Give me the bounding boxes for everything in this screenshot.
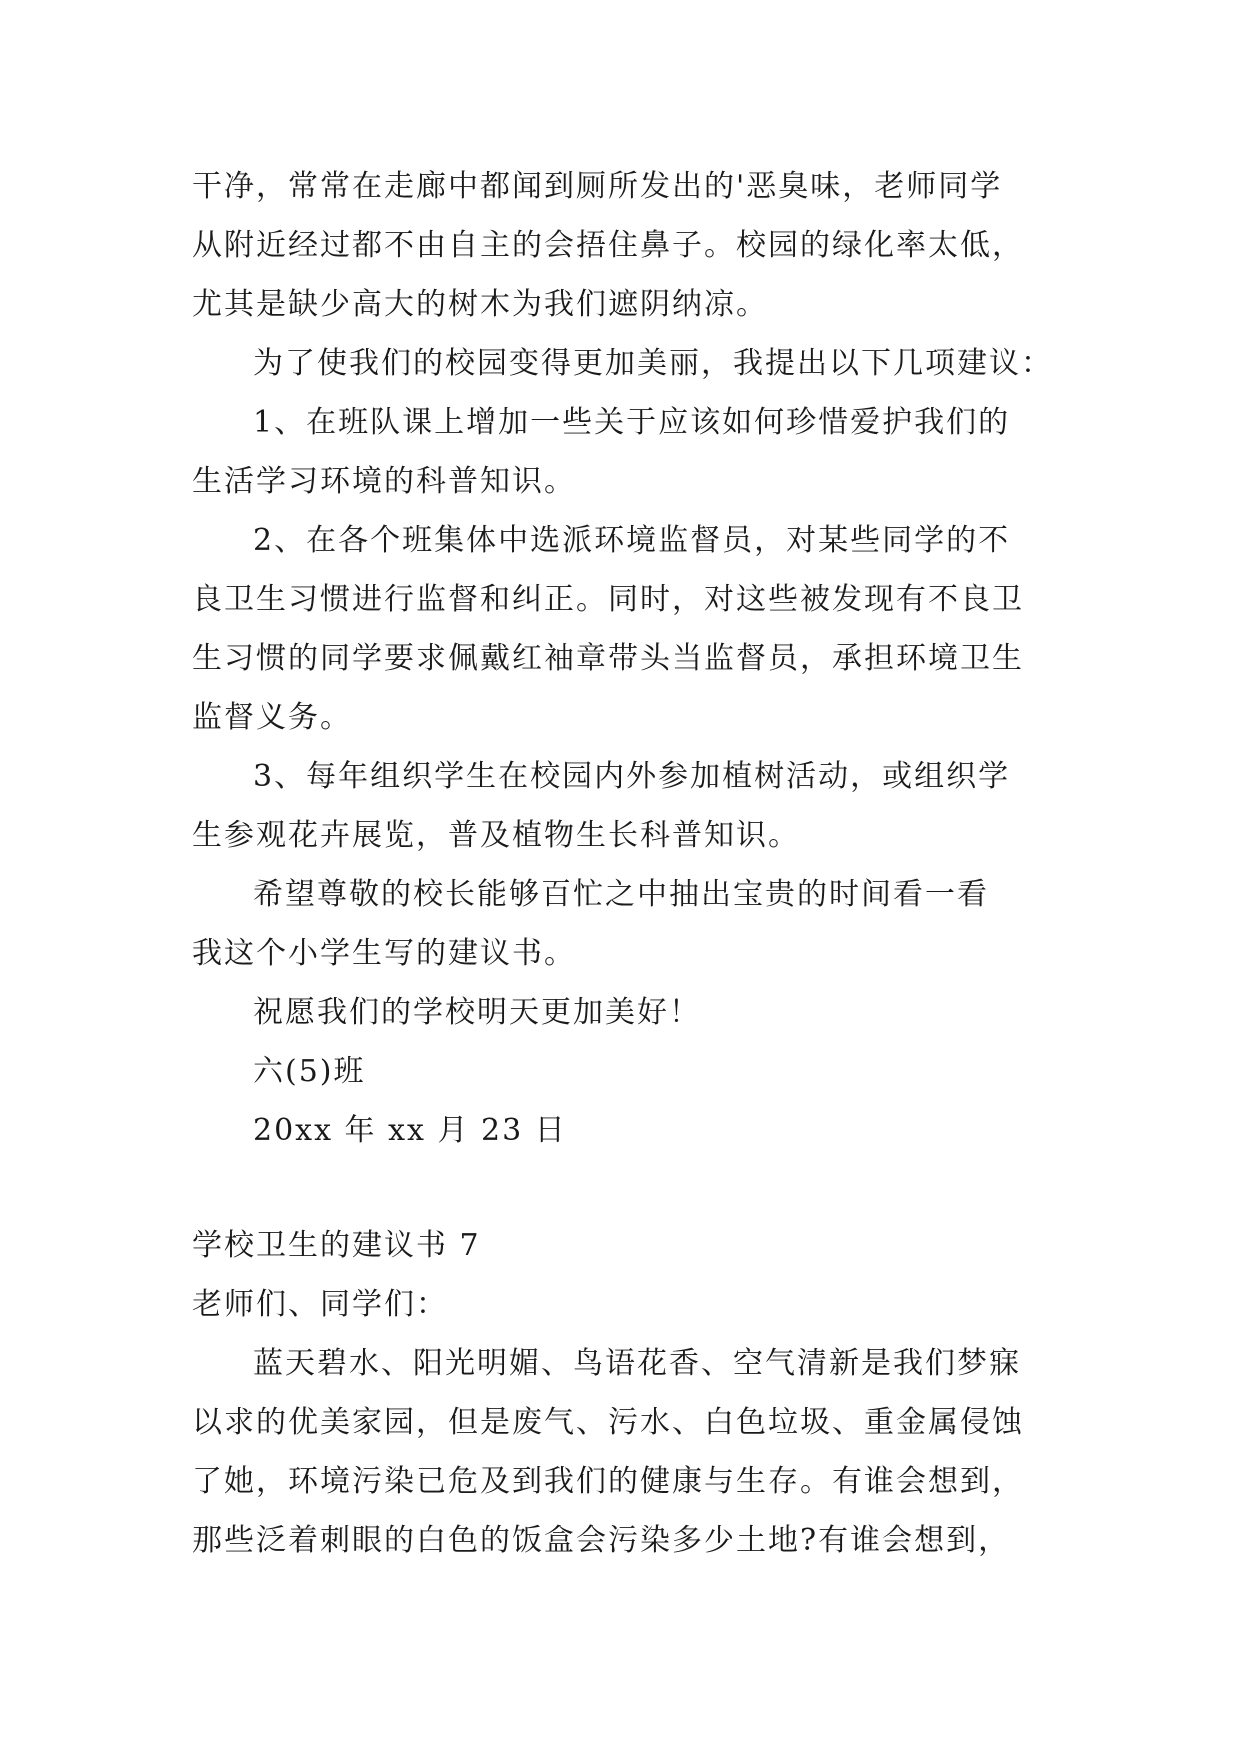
text-line: 监督义务。 (192, 700, 352, 735)
text-line: 生习惯的同学要求佩戴红袖章带头当监督员，承担环境卫生 (192, 641, 1024, 676)
section-title: 学校卫生的建议书 7 (192, 1228, 481, 1263)
text-line: 干净，常常在走廊中都闻到厕所发出的'恶臭味，老师同学 (192, 169, 1003, 204)
text-line: 尤其是缺少高大的树木为我们遮阴纳凉。 (192, 287, 768, 322)
text-line: 良卫生习惯进行监督和纠正。同时，对这些被发现有不良卫 (192, 582, 1024, 617)
class-signature: 六(5)班 (253, 1054, 366, 1089)
date-line: 20xx 年 xx 月 23 日 (253, 1113, 567, 1148)
text-line: 2、在各个班集体中选派环境监督员，对某些同学的不 (253, 523, 1011, 558)
text-line: 以求的优美家园，但是废气、污水、白色垃圾、重金属侵蚀 (192, 1405, 1024, 1440)
text-line: 我这个小学生写的建议书。 (192, 936, 576, 971)
text-line: 希望尊敬的校长能够百忙之中抽出宝贵的时间看一看 (253, 877, 989, 912)
text-line: 祝愿我们的学校明天更加美好！ (253, 995, 701, 1030)
text-line: 1、在班队课上增加一些关于应该如何珍惜爱护我们的 (253, 405, 1011, 440)
text-line: 从附近经过都不由自主的会捂住鼻子。校园的绿化率太低， (192, 228, 1024, 263)
text-line: 了她，环境污染已危及到我们的健康与生存。有谁会想到， (192, 1464, 1024, 1499)
salutation: 老师们、同学们： (192, 1287, 448, 1322)
text-line: 为了使我们的校园变得更加美丽，我提出以下几项建议： (253, 346, 1053, 381)
text-line: 那些泛着刺眼的白色的饭盒会污染多少土地?有谁会想到， (192, 1523, 1011, 1558)
text-line: 生活学习环境的科普知识。 (192, 464, 576, 499)
text-line: 蓝天碧水、阳光明媚、鸟语花香、空气清新是我们梦寐 (253, 1346, 1021, 1381)
text-line: 3、每年组织学生在校园内外参加植树活动，或组织学 (253, 759, 1011, 794)
text-line: 生参观花卉展览，普及植物生长科普知识。 (192, 818, 800, 853)
